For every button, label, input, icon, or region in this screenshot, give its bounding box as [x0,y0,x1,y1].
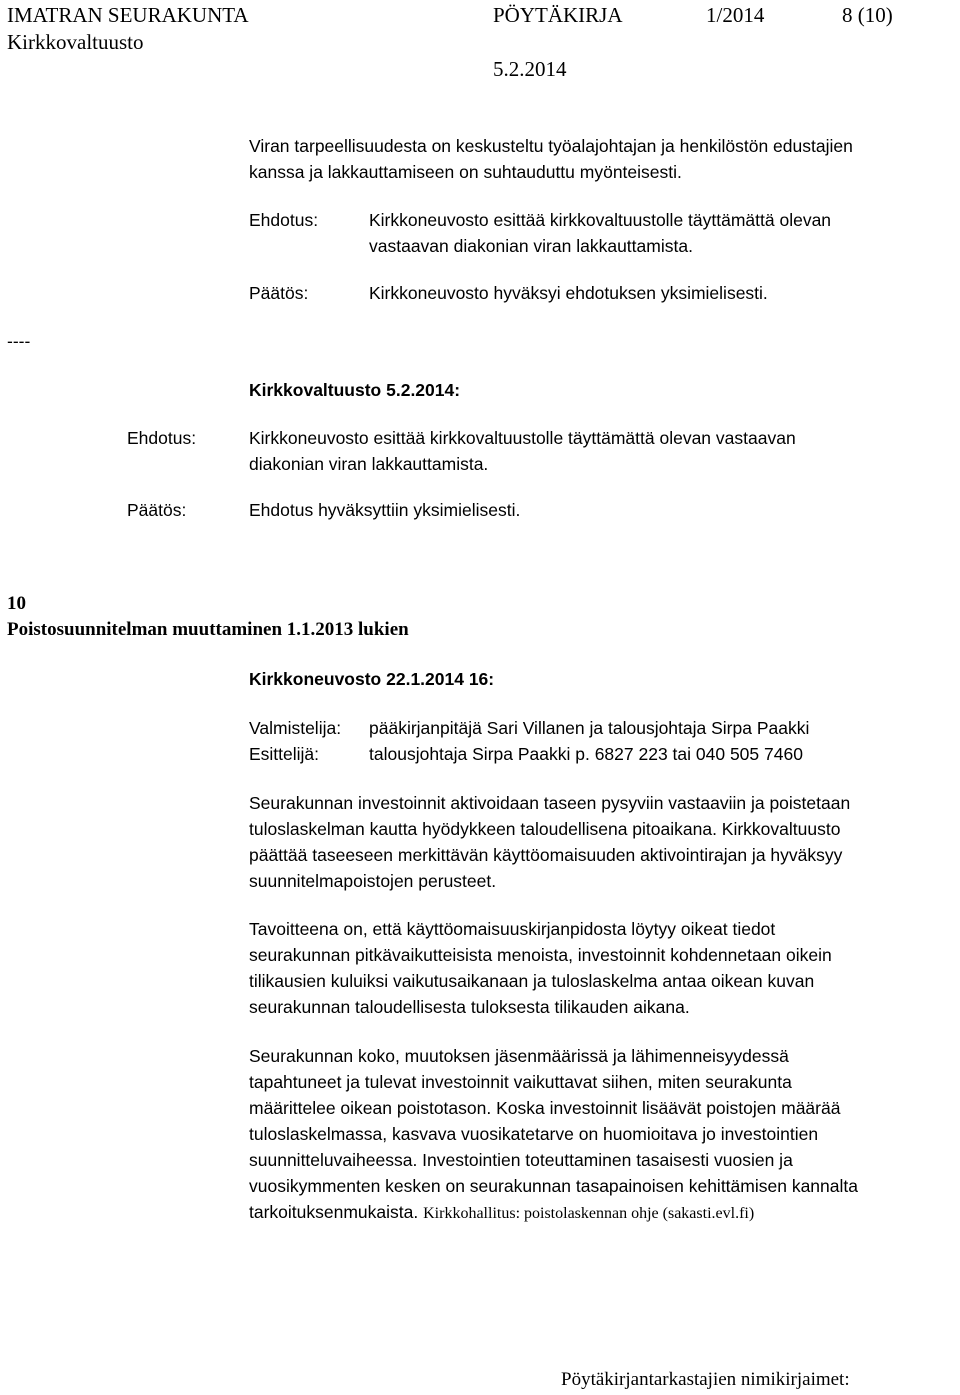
text-line: Viran tarpeellisuudesta on keskusteltu työalajohtajan ja henkilöstön edustajien [249,136,853,156]
organization-name: IMATRAN SEURAKUNTA [7,3,249,27]
text-line: vastaavan diakonian viran lakkauttamista. [369,236,693,256]
source-reference: Kirkkohallitus: poistolaskennan ohje (sakasti.evl.fi) [423,1205,755,1222]
text-line: Seurakunnan investoinnit aktivoidaan taseen pysyviin vastaaviin ja poistetaan [249,793,851,813]
text-line: seurakunnan pitkävaikutteisista menoista, investoinnit kohdennetaan oikein [249,945,832,965]
meeting-date: 5.2.2014 [493,57,567,81]
proposal-text [249,425,796,477]
text-line: Kirkkoneuvosto esittää kirkkovaltuustolle täyttämättä olevan [369,210,832,230]
text-line: suunnitteluvaiheessa. Investointien toteuttaminen tasaisesti vuosien ja [249,1150,793,1170]
section-title: Poistosuunnitelman muuttaminen 1.1.2013 lukien [7,619,409,640]
decision-text: Ehdotus hyväksyttiin yksimielisesti. [249,500,521,520]
proposal-label: Ehdotus: [249,210,319,230]
assembly-heading-text: Kirkkovaltuusto 5.2.2014: [249,380,461,400]
signature-label: Pöytäkirjantarkastajien nimikirjaimet: [561,1369,850,1390]
text-line: tuloslaskelman kautta hyödykkeen taloudellisena pitoaikana. Kirkkovaltuusto [249,819,841,839]
text-line: Tavoitteena on, että käyttöomaisuuskirjanpidosta löytyy oikeat tiedot [249,919,776,939]
text-line: kanssa ja lakkauttamiseen on suhtauduttu myönteisesti. [249,162,682,182]
section-sub-heading-text: Kirkkoneuvosto 22.1.2014 16: [249,669,495,689]
text-line: suunnitelmapoistojen perusteet. [249,871,497,891]
text-line: tilikausien kuluiksi vaikutusaikanaan ja tuloslaskelma antaa oikean kuvan [249,971,815,991]
decision-label: Päätös: [127,500,187,520]
decision-text: Kirkkoneuvosto hyväksyi ehdotuksen yksimielisesti. [369,283,768,303]
separator: ---- [7,331,31,351]
text-line: Seurakunnan koko, muutoksen jäsenmäärissä ja lähimenneisyydessä [249,1046,789,1066]
presenter-label: Esittelijä: [249,744,320,764]
text-line: seurakunnan taloudellisesta tuloksesta tilikauden aikana. [249,997,690,1017]
text-line: päättää taseeseen merkittävän käyttöomaisuuden aktivointirajan ja hyväksyy [249,845,843,865]
paragraph-2 [249,916,949,1020]
paragraph-3 [249,1043,949,1227]
body-name: Kirkkovaltuusto [7,30,144,54]
text-line [249,1199,949,1227]
text-line: Kirkkoneuvosto esittää kirkkovaltuustolle täyttämättä olevan vastaavan [249,428,796,448]
proposal-text [369,207,831,259]
proposal-label: Ehdotus: [127,428,197,448]
presenter-text: talousjohtaja Sirpa Paakki p. 6827 223 tai 040 505 7460 [369,744,803,764]
paragraph-1 [249,790,949,894]
document-type: PÖYTÄKIRJA [493,3,623,27]
assembly-heading [249,377,460,403]
text-line: määrittelee oikean poistotason. Koska investoinnit lisäävät poistojen määrää [249,1098,841,1118]
document-number: 1/2014 [706,3,765,27]
paragraph-3-last: tarkoituksenmukaista. [249,1202,419,1222]
text-line: vuosikymmenten kesken on seurakunnan tasapainoisen kehittämisen kannalta [249,1176,858,1196]
text-line: tuloslaskelmassa, kasvava vuosikatetarve on huomioitava jo investointien [249,1124,819,1144]
page-number: 8 (10) [842,3,893,27]
decision-label: Päätös: [249,283,309,303]
preparer-label: Valmistelija: [249,718,342,738]
intro-paragraph [249,133,949,185]
section-sub-heading [249,666,494,692]
text-line: tapahtuneet ja tulevat investoinnit vaikuttavat siihen, miten seurakunta [249,1072,792,1092]
text-line: diakonian viran lakkauttamista. [249,454,489,474]
preparer-text: pääkirjanpitäjä Sari Villanen ja talousjohtaja Sirpa Paakki [369,718,810,738]
section-number: 10 [7,593,26,614]
